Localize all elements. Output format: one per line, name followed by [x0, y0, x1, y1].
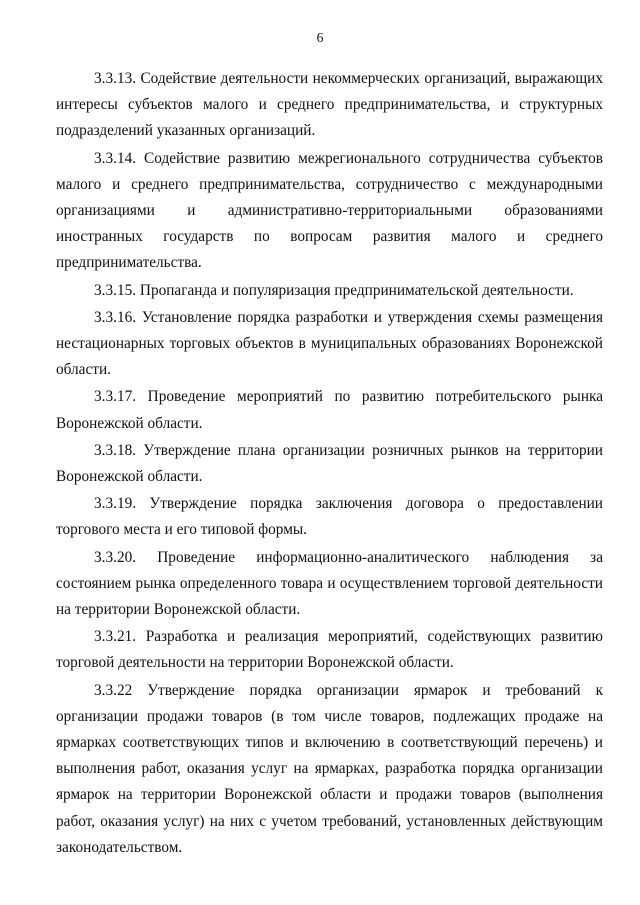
paragraph-3-3-19: 3.3.19. Утверждение порядка заключения договора о предоставлении торгового места и его типовой формы.	[56, 495, 603, 539]
paragraph-3-3-16: 3.3.16. Установление порядка разработки и утверждения схемы размещения нестационарных торговых объектов в муниципальных образованиях Воронежской области.	[56, 308, 603, 379]
paragraph-3-3-18: 3.3.18. Утверждение плана организации розничных рынков на территории Воронежской области.	[56, 441, 603, 486]
paragraph-3-3-14: 3.3.14. Содействие развитию межрегионального сотрудничества субъектов малого и среднего предпринимательства, сотрудничество с международными организациями и административно-территориальными образованиями иностранных государств по вопросам развития малого и среднего предпринимательства.	[56, 149, 603, 272]
paragraph-3-3-17: 3.3.17. Проведение мероприятий по развитию потребительского рынка Воронежской области.	[56, 388, 603, 432]
paragraph-3-3-13: 3.3.13. Содействие деятельности некоммерческих организаций, выражающих интересы субъектов малого и среднего предпринимательства, и структурных подразделений указанных организаций.	[56, 70, 603, 140]
paragraph-3-3-21: 3.3.21. Разработка и реализация мероприятий, содействующих развитию торговой деятельности на территории Воронежской области.	[56, 628, 603, 672]
paragraph-3-3-15: 3.3.15. Пропаганда и популяризация предпринимательской деятельности.	[94, 281, 574, 299]
paragraph-3-3-20: 3.3.20. Проведение информационно-аналитического наблюдения за состоянием рынка определенного товара и осуществлением торговой деятельности на территории Воронежской области.	[56, 548, 603, 619]
page-number: 6	[316, 30, 324, 45]
paragraph-3-3-22: 3.3.22 Утверждение порядка организации ярмарок и требований к организации продажи товаров (в том числе товаров, подлежащих продаже на ярмарках соответствующих типов и включению в соответствующий перечень) и выполнения работ, оказания услуг на ярмарках, разработка порядка организации ярмарок на территории Воронежской области и продажи товаров (выполнения работ, оказания услуг) на них с учетом требований, установленных действующим законодательством.	[56, 681, 603, 856]
document-body	[56, 66, 603, 861]
